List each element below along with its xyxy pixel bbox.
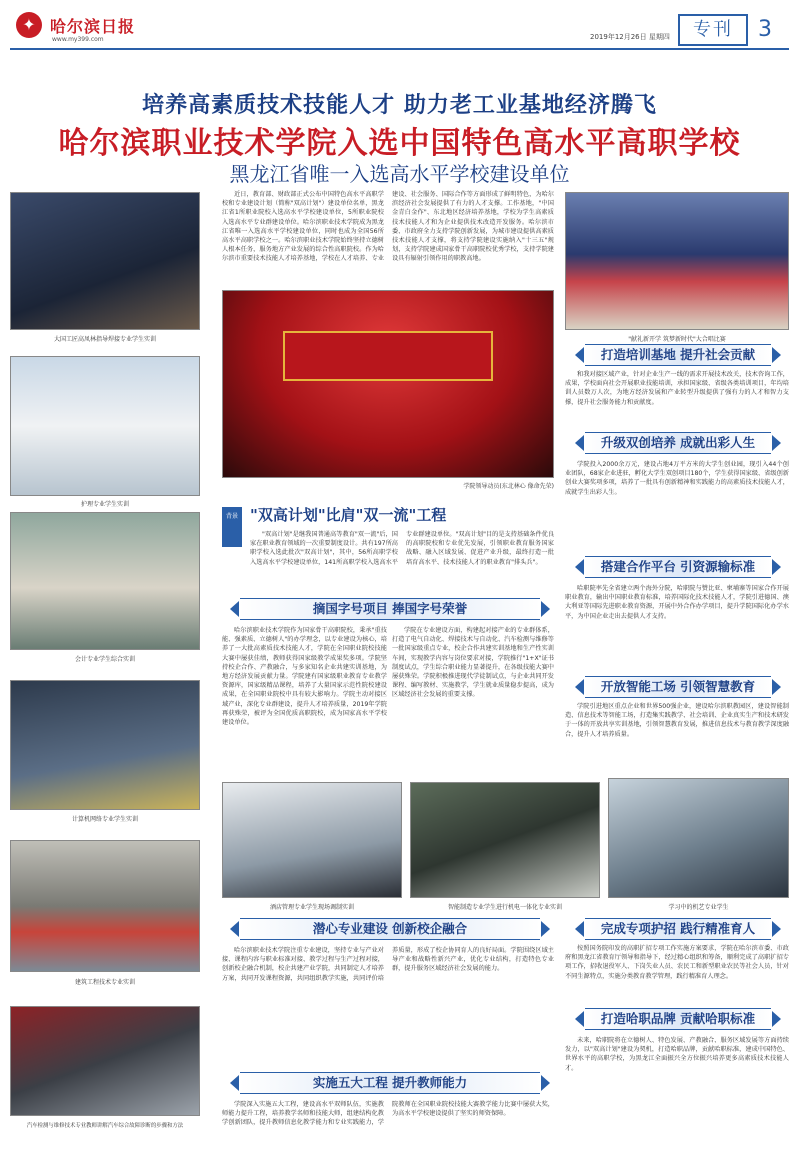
issue-date: 2019年12月26日 星期四: [590, 33, 670, 41]
subhead-banner: 完成专项护招 践行精准育人: [585, 918, 771, 940]
photo-caption: 建筑工程技术专业实训: [74, 979, 135, 986]
headline-subtitle: 黑龙江省唯一入选高水平学校建设单位: [229, 162, 570, 186]
photo-caption: 计算机网络专业学生实训: [71, 816, 138, 823]
photo-teacher: [222, 782, 402, 898]
subhead-banner: 摘国字号项目 捧国字号荣誉: [240, 598, 540, 620]
photo-welding: [10, 192, 200, 330]
photo-caption: 酒店管理专业学生现场调制实训: [269, 904, 354, 911]
article-national-2: 学院在专业建设方面，构建起对接产业的专业群体系，打造了电气自动化、焊接技术与自动化、汽车检测与维修等一批国家级重点专业，校企合作共建实训基地和生产性实训车间，实现教学内容与岗位要求对接，学院推行"1+X"证书制度试点，学生综合职业能力显著提升，在各级技能大赛中屡获殊荣。学院积极推进现代学徒制试点，与企业共同开发课程、编写教材、实施教学，学生就业质量稳步提高，成为区域经济社会发展的重要支撑。: [392, 627, 554, 699]
article-enrollment: 按照国务院印发的高职扩招专项工作实施方案要求，学院在哈尔滨市委、市政府和黑龙江省教育厅领导和指导下，经过精心组织和筹备，顺利完成了高职扩招专项工作，招收退役军人、下岗失业人员、农民工和新型职业农民等社会人员，针对不同生源特点，实施分类教育教学管理，践行精准育人理念。: [565, 945, 789, 980]
newspaper-url[interactable]: www.my399.com: [52, 36, 104, 43]
photo-caption: "献礼新开学 筑梦新时代"大合唱比赛: [628, 336, 726, 343]
photo-nursing: [10, 356, 200, 496]
article-cooperation: 哈职院率先全省建立两个海外分院，哈职院与赞比亚、柬埔寨等国家合作开展职业教育，输出中国职业教育标准，培养国际化技术技能人才，学院引进德国、澳大利亚等国际先进职业教育资源，开展中外合作办学项目，提升学院国际化办学水平，为中国企业走出去提供人才支持。: [565, 585, 789, 620]
photo-drawing: [608, 778, 789, 898]
subhead-banner: 搭建合作平台 引资源输标准: [585, 556, 771, 578]
photo-caption: 学院领导动员(东北林心 像命先荣): [463, 483, 554, 490]
article-national: 哈尔滨职业技术学院作为国家骨干高职院校，秉承"重技能、强素质、立德树人"的办学理念，以专业建设为核心，培养了一大批高素质技术技能人才，学院在全国职业院校技能大赛中屡获佳绩，教师获得国家级教学成果奖多项。学院坚持校企合作、产教融合，与多家知名企业共建实训基地，为地方经济发展贡献力量。学院建有国家级职业教育专业教学资源库，国家级精品课程，培养了大量国家示范性院校建设成果，在全国职业院校中具有较大影响力。学院主动对接区域产业，深化专业群建设，提升人才培养质量，2019年学院再获殊荣，被评为全国优质高职院校，成为国家高水平学校建设单位。: [222, 627, 387, 727]
photo-computer: [10, 680, 200, 810]
subhead-banner: 潜心专业建设 创新校企融合: [240, 918, 540, 940]
article-specialty: 哈尔滨职业技术学院注重专业建设，坚持专业与产业对接、课程内容与职业标准对接、教学过程与生产过程对接，创新校企融合机制，校企共建产业学院，共同制定人才培养方案，共同开发课程资源，共同组织教学实施，共同评价培养质量，形成了校企协同育人的良好局面。学院围绕区域主导产业和战略性新兴产业，优化专业结构，打造特色专业群，提升服务区域经济社会发展的能力。: [222, 947, 554, 982]
photo-accounting: [10, 512, 200, 650]
newspaper-name: 哈尔滨日报: [50, 17, 136, 36]
masthead: [10, 8, 789, 50]
main-headline: 哈尔滨职业技术学院入选中国特色高水平高职学校: [58, 126, 741, 161]
subhead-banner: 升级双创培养 成就出彩人生: [585, 432, 771, 454]
subhead-banner: 实施五大工程 提升教师能力: [240, 1072, 540, 1094]
photo-caption: 会计专业学生综合实训: [74, 656, 135, 663]
background-tag: 背景: [222, 507, 242, 547]
photo-caption: 护理专业学生实训: [80, 501, 129, 508]
article-training: 和我对接区域产业，针对企业生产一线的需求开展技术改关，技术咨询工作，成果，学校面向社会开展职业技能培训，承担国家级、省级各类培训项目，年均培训人员数万人次，为地方经济发展和产业转型升级提供了强有力的人才和智力支撑，提升社会服务能力和贡献度。: [565, 371, 789, 406]
article-teachers: 学院深入实施五大工程，建设高水平双师队伍，实施教师能力提升工程，培养教学名师和技能大师，组建结构化教学创新团队，提升教师信息化教学能力和专业实践能力，学院教师在全国职业院校技能大赛教学能力比赛中屡获大奖，为高水平学校建设提供了坚实的师资保障。: [222, 1101, 554, 1127]
photo-caption: 智能制造专业学生进行机电一体化专业实训: [447, 904, 562, 911]
section-article: "双高计划"是继我国普通高等教育"双一流"后，国家在职业教育领域的一次重要制度设计。共有197所高职学校入选此批次"双高计划"，其中，56所高职学校入选高水平学校建设单位，141所高职学校入选高水平专业群建设单位。"双高计划"目的是支持基础条件优良的高职院校和专业优先发展，引领职业教育服务国家战略、融入区域发展、促进产业升级，最终打造一批培育高水平、技术技能人才的职业教育"排头兵"。: [250, 531, 554, 566]
section-label: 专刊: [678, 14, 748, 46]
photo-caption: 汽车检测与维修技术专业教师讲解汽车综合故障诊断的步骤和方法: [26, 1123, 184, 1129]
lead-article: 近日，教育部、财政部正式公布中国特色高水平高职学校和专业建设计划（简称"双高计划"）建设单位名单，黑龙江省1所职业院校入选高水平学校建设单位，5所职业院校入选高水平专业群建设单位。哈尔滨职业技术学院成为黑龙江省唯一入选高水平学校建设单位，同时也成为全国56所高水平高职学校之一。哈尔滨职业技术学院始终坚持立德树人根本任务，服务地方产业发展的综合性高职院校。作为哈尔滨市重要技术技能人才培养基地，学校在人才培养、专业建设、社会服务、国际合作等方面形成了鲜明特色，为哈尔滨经济社会发展提供了有力的人才支撑。工作基地，"中国金青白金作"、东北地区经济培养基地，学校为学生高素质技术技能人才和为企业提供技术改造开发服务。哈尔滨市委、市政府全力支持学院创新发展，为城市建设提供高素质技术技能人才支撑，将支持学院建设实施纳入"十三五"规划，支持学院建成国家骨干高职院校优秀学校，支持学院建设具有辐射引领作用的职教高地。: [222, 191, 554, 263]
photo-caption: 大国工匠高凤林指导焊接专业学生实训: [53, 336, 156, 343]
newspaper-logo-icon: ✦: [16, 12, 42, 38]
section-heading: "双高计划"比肩"双一流"工程: [250, 506, 447, 524]
article-innovation: 学院投入2000余万元，建设占地4万平方米的大学生创业园，现引入44个创业团队，68家企业进驻，孵化大学生双创项目180个，学生获得国家级、省级创新创业大赛奖项多项，培养了一批具有创新精神和实践能力的高素质技术技能人才，成就学生出彩人生。: [565, 461, 789, 496]
article-brand: 未来，哈职院将在立德树人、特色发展、产教融合、服务区域发展等方面持续发力，以"双高计划"建设为契机，打造哈职品牌，贡献哈职标准，建成中国特色、世界水平的高职学校，为黑龙江全面振兴全方位振兴培养更多高素质技术技能人才。: [565, 1037, 789, 1072]
photo-construction: [10, 840, 200, 972]
photo-robot: [410, 782, 600, 898]
photo-stage: [222, 290, 554, 478]
stage-banner: [283, 331, 493, 381]
subhead-banner: 打造培训基地 提升社会贡献: [585, 344, 771, 366]
photo-caption: 学习中的机艺专业学生: [668, 904, 729, 911]
page-number: 3: [758, 17, 772, 42]
subhead-banner: 开放智能工场 引领智慧教育: [585, 676, 771, 698]
photo-auto: [10, 1006, 200, 1116]
article-smart: 学院引进地区重点企业和世界500强企业，建设哈尔滨职教园区，建设智能制造、信息技术等智能工场，打造集实践教学、社会培训、企业真实生产和技术研发于一体的开放共享实训基地，引领智慧教育发展，推进信息技术与教育教学深度融合，提升人才培养质量。: [565, 703, 789, 738]
headline-kicker: 培养高素质技术技能人才 助力老工业基地经济腾飞: [142, 93, 657, 118]
photo-choir: [565, 192, 789, 330]
subhead-banner: 打造哈职品牌 贡献哈职标准: [585, 1008, 771, 1030]
